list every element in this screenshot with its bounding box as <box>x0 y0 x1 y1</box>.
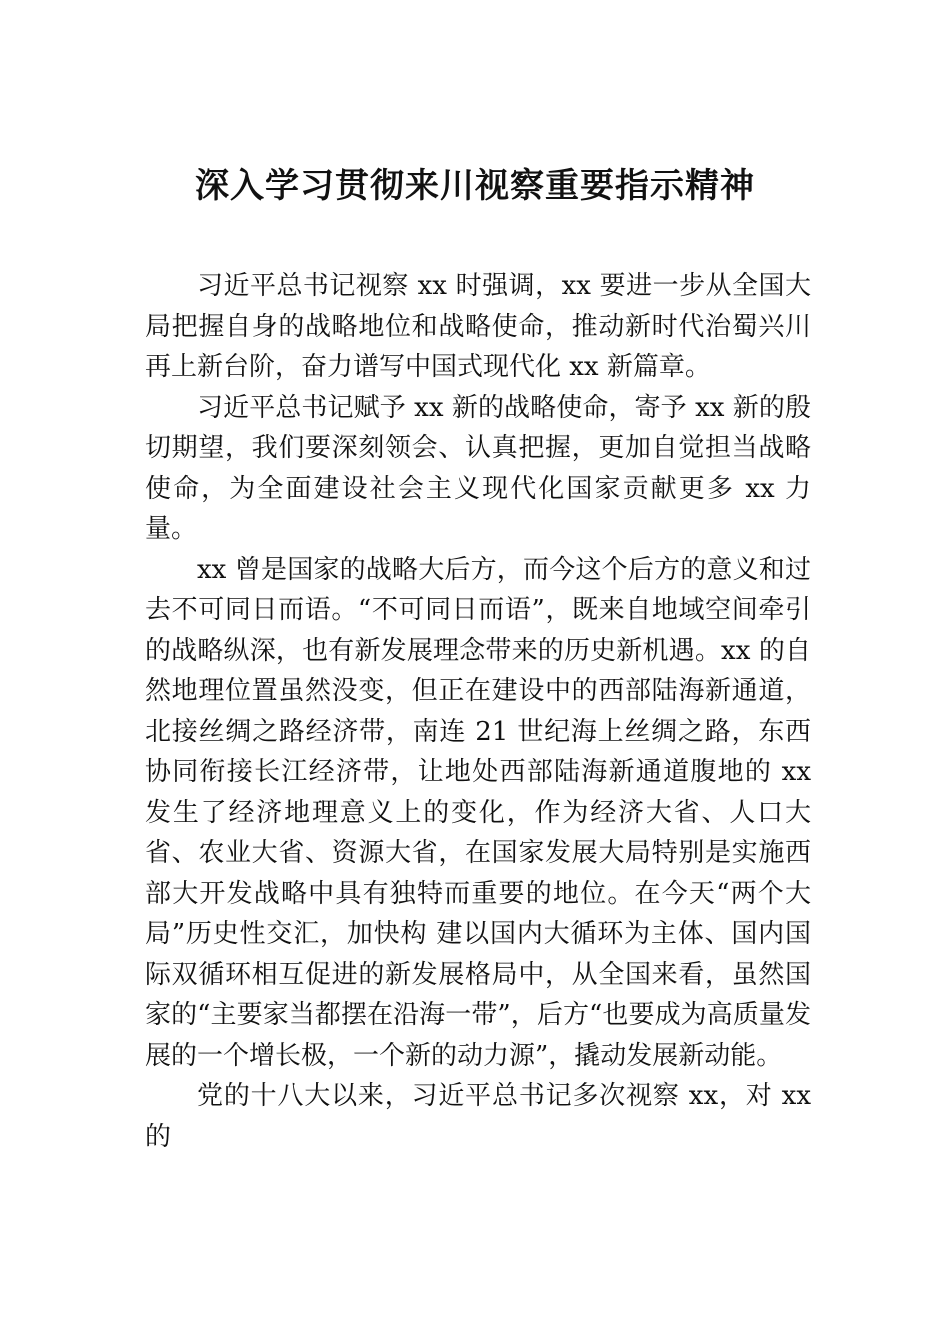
paragraph: 党的十八大以来，习近平总书记多次视察 xx，对 xx 的 <box>145 1081 811 1152</box>
paragraph: 习近平总书记视察 xx 时强调，xx 要进一步从全国大局把握自身的战略地位和战略使命，推动新时代治蜀兴川再上新台阶，奋力谱写中国式现代化 xx 新篇章。 <box>145 271 811 382</box>
document-body <box>145 266 811 1157</box>
paragraph: 习近平总书记赋予 xx 新的战略使命，寄予 xx 新的殷切期望，我们要深刻领会、认真把握，更加自觉担当战略使命，为全面建设社会主义现代化国家贡献更多 xx 力量。 <box>145 392 811 544</box>
document-title: 深入学习贯彻来川视察重要指示精神 <box>195 166 755 206</box>
paragraph: xx 曾是国家的战略大后方，而今这个后方的意义和过去不可同日而语。“不可同日而语”，既来自地域空间牵引的战略纵深，也有新发展理念带来的历史新机遇。xx 的自然地理位置虽然没变，但正在建设中的西部陆海新通道，北接丝绸之路经济带，南连 21 世纪海上丝绸之路，东西协同衔接长江经济带，让地处西部陆海新通道腹地的 xx 发生了经济地理意义上的变化，作为经济大省、人口大省、农业大省、资源大省，在国家发展大局特别是实施西部大开发战略中具有独特而重要的地位。在今天“两个大局”历史性交汇，加快构 建以国内大循环为主体、国内国际双循环相互促进的新发展格局中，从全国来看，虽然国家的“主要家当都摆在沿海一带”，后方“也要成为高质量发展的一个增长极，一个新的动力源”，撬动发展新动能。 <box>145 554 811 1071</box>
